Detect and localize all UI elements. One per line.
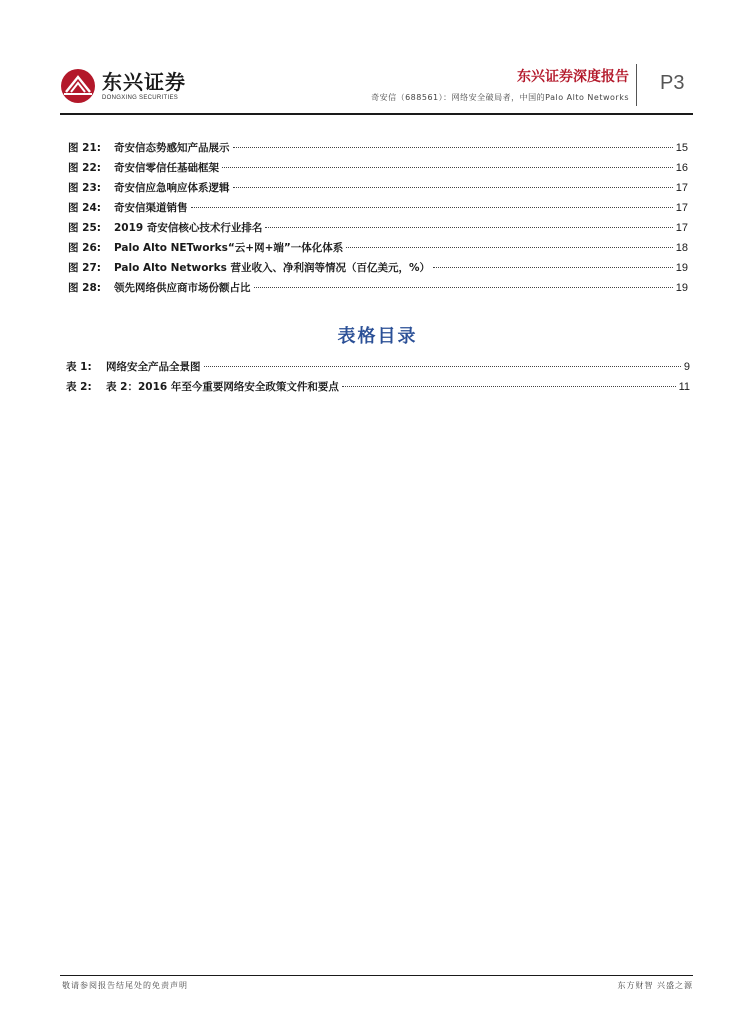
logo-chinese-name: 东兴证券 — [102, 69, 186, 94]
toc-entry-title: Palo Alto Networks 营业收入、净利润等情况（百亿美元，%） — [114, 262, 431, 274]
toc-entry-number: 图 22: — [68, 162, 101, 174]
toc-entry-number: 图 24: — [68, 202, 101, 214]
toc-entry-figure-26[interactable] — [68, 240, 688, 256]
dongxing-logo-icon — [60, 68, 96, 104]
toc-leader-dots — [342, 386, 676, 387]
toc-entry-figure-21[interactable] — [68, 140, 688, 156]
logo-english-name: DONGXING SECURITIES — [102, 94, 179, 101]
footer-slogan: 东方财智 兴盛之源 — [617, 981, 693, 990]
page-number: P3 — [660, 72, 685, 94]
toc-entry-page: 17 — [675, 202, 688, 214]
toc-entry-page: 18 — [675, 242, 688, 254]
company-logo — [60, 66, 260, 106]
toc-entry-number: 表 1: — [66, 361, 92, 373]
toc-leader-dots — [265, 227, 672, 228]
toc-entry-title: 2019 奇安信核心技术行业排名 — [114, 222, 263, 234]
toc-entry-number: 图 21: — [68, 142, 101, 154]
toc-entry-title: Palo Alto NETworks“云+网+端”一体化体系 — [114, 242, 344, 254]
toc-entry-title: 奇安信应急响应体系逻辑 — [114, 182, 230, 194]
toc-entry-page: 16 — [675, 162, 688, 174]
toc-entry-title: 网络安全产品全景图 — [106, 361, 201, 373]
toc-entry-number: 图 25: — [68, 222, 101, 234]
toc-entry-number: 图 27: — [68, 262, 101, 274]
toc-entry-table-2[interactable] — [66, 379, 690, 395]
toc-leader-dots — [233, 147, 673, 148]
footer-disclaimer: 敬请参阅报告结尾处的免责声明 — [62, 981, 188, 990]
toc-entry-page: 19 — [675, 262, 688, 274]
toc-entry-number: 图 26: — [68, 242, 101, 254]
toc-entry-title: 奇安信态势感知产品展示 — [114, 142, 230, 154]
toc-entry-figure-28[interactable] — [68, 280, 688, 296]
toc-entry-number: 图 23: — [68, 182, 101, 194]
toc-entry-title: 奇安信零信任基础框架 — [114, 162, 219, 174]
toc-entry-page: 9 — [683, 361, 690, 373]
toc-entry-page: 17 — [675, 222, 688, 234]
toc-entry-table-1[interactable] — [66, 359, 690, 375]
toc-entry-number: 图 28: — [68, 282, 101, 294]
page-header — [0, 0, 755, 120]
toc-entry-page: 17 — [675, 182, 688, 194]
report-subtitle: 奇安信（688561）：网络安全破局者，中国的Palo Alto Networks — [371, 93, 629, 102]
header-divider — [636, 64, 637, 106]
footer-rule — [60, 975, 693, 976]
toc-entry-figure-22[interactable] — [68, 160, 688, 176]
toc-entry-title: 领先网络供应商市场份额占比 — [114, 282, 251, 294]
table-toc-heading: 表格目录 — [337, 326, 418, 347]
toc-entry-page: 15 — [675, 142, 688, 154]
toc-leader-dots — [254, 287, 673, 288]
toc-leader-dots — [346, 247, 672, 248]
toc-entry-figure-23[interactable] — [68, 180, 688, 196]
toc-entry-title: 表 2：2016 年至今重要网络安全政策文件和要点 — [106, 381, 339, 393]
toc-entry-page: 11 — [678, 381, 690, 393]
toc-entry-figure-25[interactable] — [68, 220, 688, 236]
toc-entry-figure-27[interactable] — [68, 260, 688, 276]
toc-leader-dots — [433, 267, 673, 268]
toc-leader-dots — [204, 366, 681, 367]
toc-entry-number: 表 2: — [66, 381, 92, 393]
header-rule — [60, 113, 693, 115]
toc-entry-page: 19 — [675, 282, 688, 294]
toc-leader-dots — [233, 187, 673, 188]
toc-entry-title: 奇安信渠道销售 — [114, 202, 188, 214]
report-type-title: 东兴证券深度报告 — [517, 69, 629, 85]
toc-leader-dots — [191, 207, 673, 208]
toc-leader-dots — [222, 167, 673, 168]
toc-entry-figure-24[interactable] — [68, 200, 688, 216]
